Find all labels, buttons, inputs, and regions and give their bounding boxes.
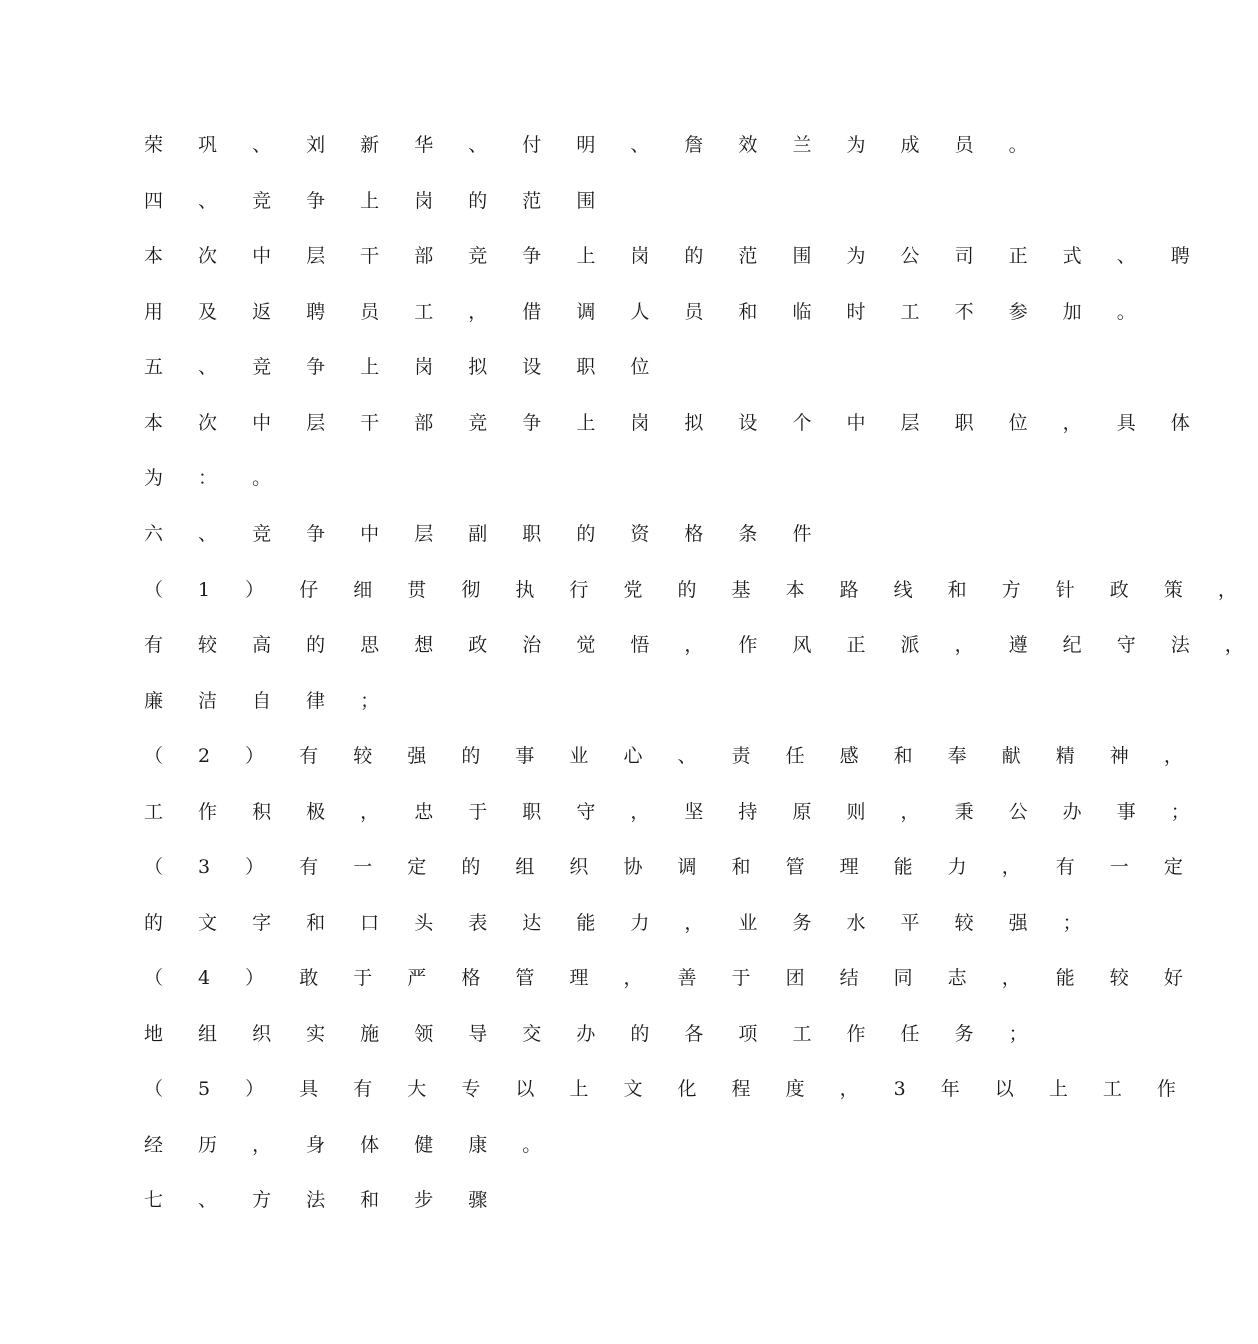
section-heading: 四 、 竞 争 上 岗 的 范 围 <box>144 190 610 212</box>
text-line: （ 3 ） 有 一 定 的 组 织 协 调 和 管 理 能 力 ， 有 一 定 <box>144 856 1198 878</box>
section-heading: 五 、 竞 争 上 岗 拟 设 职 位 <box>144 356 664 378</box>
text-line: 本 次 中 层 干 部 竞 争 上 岗 的 范 围 为 公 司 正 式 、 聘 <box>144 245 1205 267</box>
text-line: 廉 洁 自 律 ； <box>144 690 394 712</box>
text-line: （ 1 ） 仔 细 贯 彻 执 行 党 的 基 本 路 线 和 方 针 政 策 ， <box>144 579 1252 601</box>
text-line: 为 ： 。 <box>144 467 286 489</box>
text-line: 有 较 高 的 思 想 政 治 觉 悟 ， 作 风 正 派 ， 遵 纪 守 法 ， <box>144 634 1258 656</box>
text-line: 经 历 ， 身 体 健 康 。 <box>144 1134 556 1156</box>
text-line: 荣 巩 、 刘 新 华 、 付 明 、 詹 效 兰 为 成 员 。 <box>144 134 1043 156</box>
text-line: 的 文 字 和 口 头 表 达 能 力 ， 业 务 水 平 较 强 ； <box>144 912 1097 934</box>
text-line: 工 作 积 极 ， 忠 于 职 守 ， 坚 持 原 则 ， 秉 公 办 事 ； <box>144 801 1205 823</box>
section-heading: 六 、 竞 争 中 层 副 职 的 资 格 条 件 <box>144 523 826 545</box>
text-line: （ 2 ） 有 较 强 的 事 业 心 、 责 任 感 和 奉 献 精 神 ， <box>144 745 1198 767</box>
text-line: 用 及 返 聘 员 工 ， 借 调 人 员 和 临 时 工 不 参 加 。 <box>144 301 1151 323</box>
text-line: （ 5 ） 具 有 大 专 以 上 文 化 程 度 ， 3 年 以 上 工 作 <box>144 1078 1191 1100</box>
text-line: 本 次 中 层 干 部 竞 争 上 岗 拟 设 个 中 层 职 位 ， 具 体 <box>144 412 1205 434</box>
section-heading: 七 、 方 法 和 步 骤 <box>144 1189 502 1211</box>
text-line: 地 组 织 实 施 领 导 交 办 的 各 项 工 作 任 务 ； <box>144 1023 1043 1045</box>
text-line: （ 4 ） 敢 于 严 格 管 理 ， 善 于 团 结 同 志 ， 能 较 好 <box>144 967 1198 989</box>
